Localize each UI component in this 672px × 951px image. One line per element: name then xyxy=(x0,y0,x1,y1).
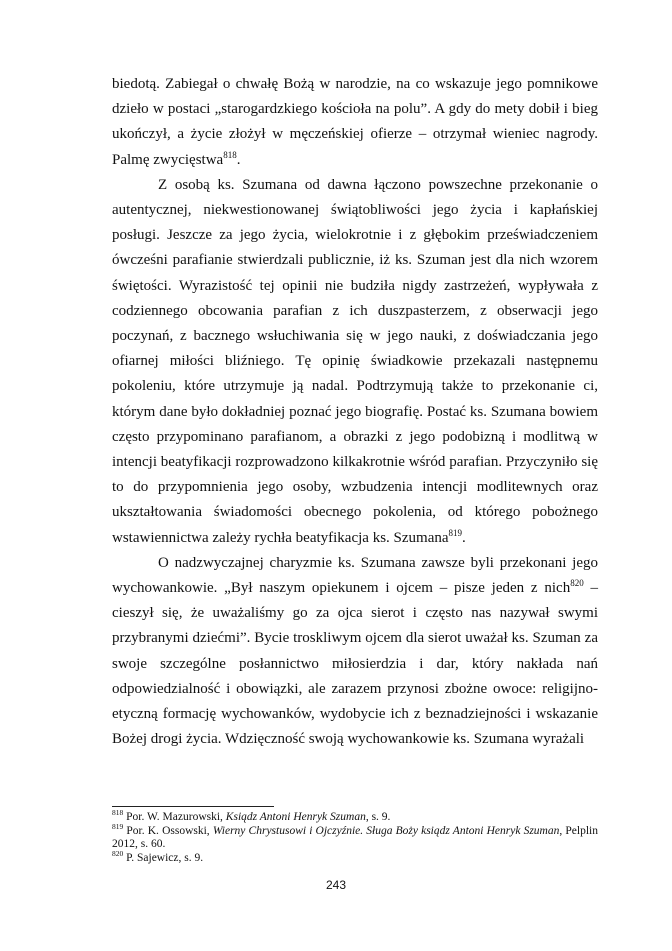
paragraph: Z osobą ks. Szumana od dawna łączono powszechne przekonanie o autentycznej, niekwestionowanej świątobliwości jego życia i kapłańskiej posługi. Jeszcze za jego życia, wielokrotnie i z głębokim przeświadczeniem ówcześni parafianie stwierdzali publicznie, iż ks. Szuman jest dla nich wzorem świętości. Wyrazistość tej opinii nie budziła nigdy zastrzeżeń, wypływała z codziennego obcowania parafian z ich duszpasterzem, z obserwacji jego poczynań, z bacznego wsłuchiwania się w jego nauki, z doświadczania jego ofiarnej miłości bliźniego. Tę opinię świadkowie przekazali następnemu pokoleniu, które utrzymuje ją nadal. Podtrzymują także to przekonanie ci, którym dane było dokładniej poznać jego biografię. Postać ks. Szumana bowiem często przypominano parafianom, a obrazki z jego podobizną i modlitwą w intencji beatyfikacji rozprowadzono kilkakrotnie wśród parafian. Przyczyniło się to do przypomnienia jego osoby, wzbudzenia intencji modlitewnych oraz ukształtowania świadomości obecnego pokolenia, od którego pobożnego wstawiennictwa zależy rychła beatyfikacja ks. Szumana$^{819}$. xyxy=(112,176,598,546)
footnote: $^{818}$ Por. W. Mazurowski, Ksiądz Antoni Henryk Szuman, s. 9. xyxy=(112,808,391,823)
footnote-separator xyxy=(112,806,274,807)
paragraph: biedotą. Zabiegał o chwałę Bożą w narodzie, na co wskazuje jego pomnikowe dzieło w postaci „starogardzkiego kościoła na polu”. A gdy do mety dobił i bieg ukończył, a życie złożył w męczeńskiej ofierze – otrzymał wieniec nagrody. Palmę zwycięstwa$^{818}$. xyxy=(112,76,598,168)
body-text xyxy=(112,72,598,752)
footnote: $^{819}$ Por. K. Ossowski, Wierny Chrystusowi i Ojczyźnie. Sługa Boży ksiądz Antoni Henryk Szuman, Pelplin 2012, s. 60. xyxy=(112,821,598,851)
paragraph: O nadzwyczajnej charyzmie ks. Szumana zawsze byli przekonani jego wychowankowie. „Był naszym opiekunem i ojcem – pisze jeden z nich$^{820}$ – cieszył się, że uważaliśmy go za ojca sierot i często nas nazywał swymi przybranymi dziećmi”. Bycie troskliwym ojcem dla sierot uważał ks. Szuman za swoje szczególne posłannictwo miłosierdzia i dar, który nakłada nań odpowiedzialność i obowiązki, ale zarazem przynosi zbożne owoce: religijno-etyczną formację wychowanków, wydobycie ich z beznadziejności i wskazanie Bożej drogi życia. Wdzięczność swoją wychowankowie ks. Szumana wyrażali xyxy=(112,554,599,748)
footnote-ref[interactable]: 819 xyxy=(448,527,463,538)
footnote-ref[interactable]: 818 xyxy=(223,149,237,160)
page-number: 243 xyxy=(325,878,347,892)
footnotes xyxy=(112,808,598,865)
footnote: $^{820}$ P. Sajewicz, s. 9. xyxy=(112,848,204,864)
footnote-ref[interactable]: 820 xyxy=(570,578,584,589)
